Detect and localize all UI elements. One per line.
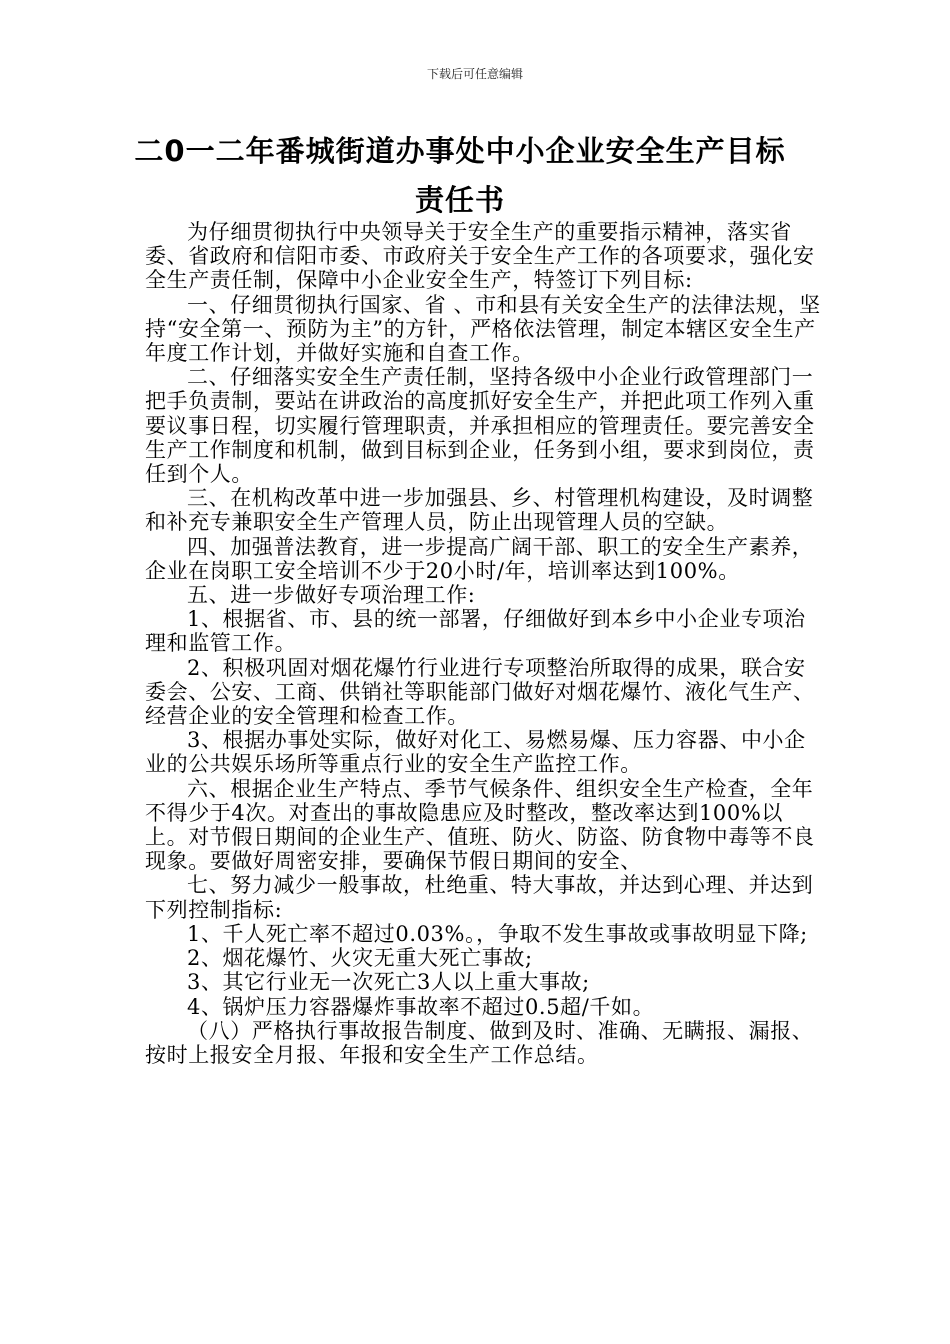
paragraph-item-3: 三、在机构改革中进一步加强县、乡、村管理机构建设，及时调整和补充专兼职安全生产管理人员，防止出现管理人员的空缺。 — [145, 486, 814, 535]
paragraph-item-5-2: 2、积极巩固对烟花爆竹行业进行专项整治所取得的成果，联合安委会、公安、工商、供销社等职能部门做好对烟花爆竹、液化气生产、经营企业的安全管理和检查工作。 — [145, 655, 815, 729]
paragraph-item-2: 二、仔细落实安全生产责任制，坚持各级中小企业行政管理部门一把手负责制，要站在讲政治的高度抓好安全生产，并把此项工作列入重要议事日程，切实履行管理职责，并承担相应的管理责任。要完善安全生产工作制度和机制，做到目标到企业，任务到小组，要求到岗位，责任到个人。 — [145, 365, 815, 487]
paragraph-item-4: 四、加强普法教育，进一步提高广阔干部、职工的安全生产素养，企业在岗职工安全培训不少于20小时/年，培训率达到100%。 — [145, 534, 814, 583]
document-title-line-1: 二0一二年番城街道办事处中小企业安全生产目标 — [134, 134, 786, 168]
header-note: 下载后可任意编辑 — [426, 67, 523, 81]
document-title-line-2: 责任书 — [414, 183, 505, 217]
paragraph-item-7-4: 4、锅炉压力容器爆炸事故率不超过0.5超/千如。 — [187, 994, 655, 1019]
paragraph-item-8: （八）严格执行事故报告制度、做到及时、准确、无瞒报、漏报、按时上报安全月报、年报和安全生产工作总结。 — [145, 1018, 814, 1067]
paragraph-item-5-3: 3、根据办事处实际，做好对化工、易燃易爆、压力容器、中小企业的公共娱乐场所等重点行业的安全生产监控工作。 — [145, 728, 806, 777]
paragraph-intro: 为仔细贯彻执行中央领导关于安全生产的重要指示精神，落实省委、省政府和信阳市委、市政府关于安全生产工作的各项要求，强化安全生产责任制，保障中小企业安全生产，特签订下列目标: — [145, 220, 815, 293]
document-body — [145, 220, 825, 1067]
paragraph-item-6: 六、根据企业生产特点、季节气候条件、组织安全生产检查，全年不得少于4次。对查出的事故隐患应及时整改，整改率达到100%以上。对节假日期间的企业生产、值班、防火、防盗、防食物中毒等不良现象。要做好周密安排，要确保节假日期间的安全、 — [145, 776, 815, 874]
paragraph-item-7-2: 2、烟花爆竹、火灾无重大死亡事故; — [187, 946, 533, 971]
paragraph-item-7-3: 3、其它行业无一次死亡3人以上重大事故; — [187, 970, 590, 995]
paragraph-item-7: 七、努力减少一般事故，杜绝重、特大事故，并达到心理、并达到下列控制指标: — [145, 873, 814, 922]
paragraph-item-5: 五、进一步做好专项治理工作: — [187, 583, 476, 608]
paragraph-item-1: 一、仔细贯彻执行国家、省 、市和县有关安全生产的法律法规，坚持“安全第一、预防为主”的方针，严格依法管理，制定本辖区安全生产年度工作计划，并做好实施和自查工作。 — [145, 292, 821, 366]
paragraph-item-7-1: 1、千人死亡率不超过0.03%。，争取不发生事故或事故明显下降; — [187, 921, 808, 946]
paragraph-item-5-1: 1、根据省、市、县的统一部署，仔细做好到本乡中小企业专项治理和监管工作。 — [145, 607, 806, 656]
